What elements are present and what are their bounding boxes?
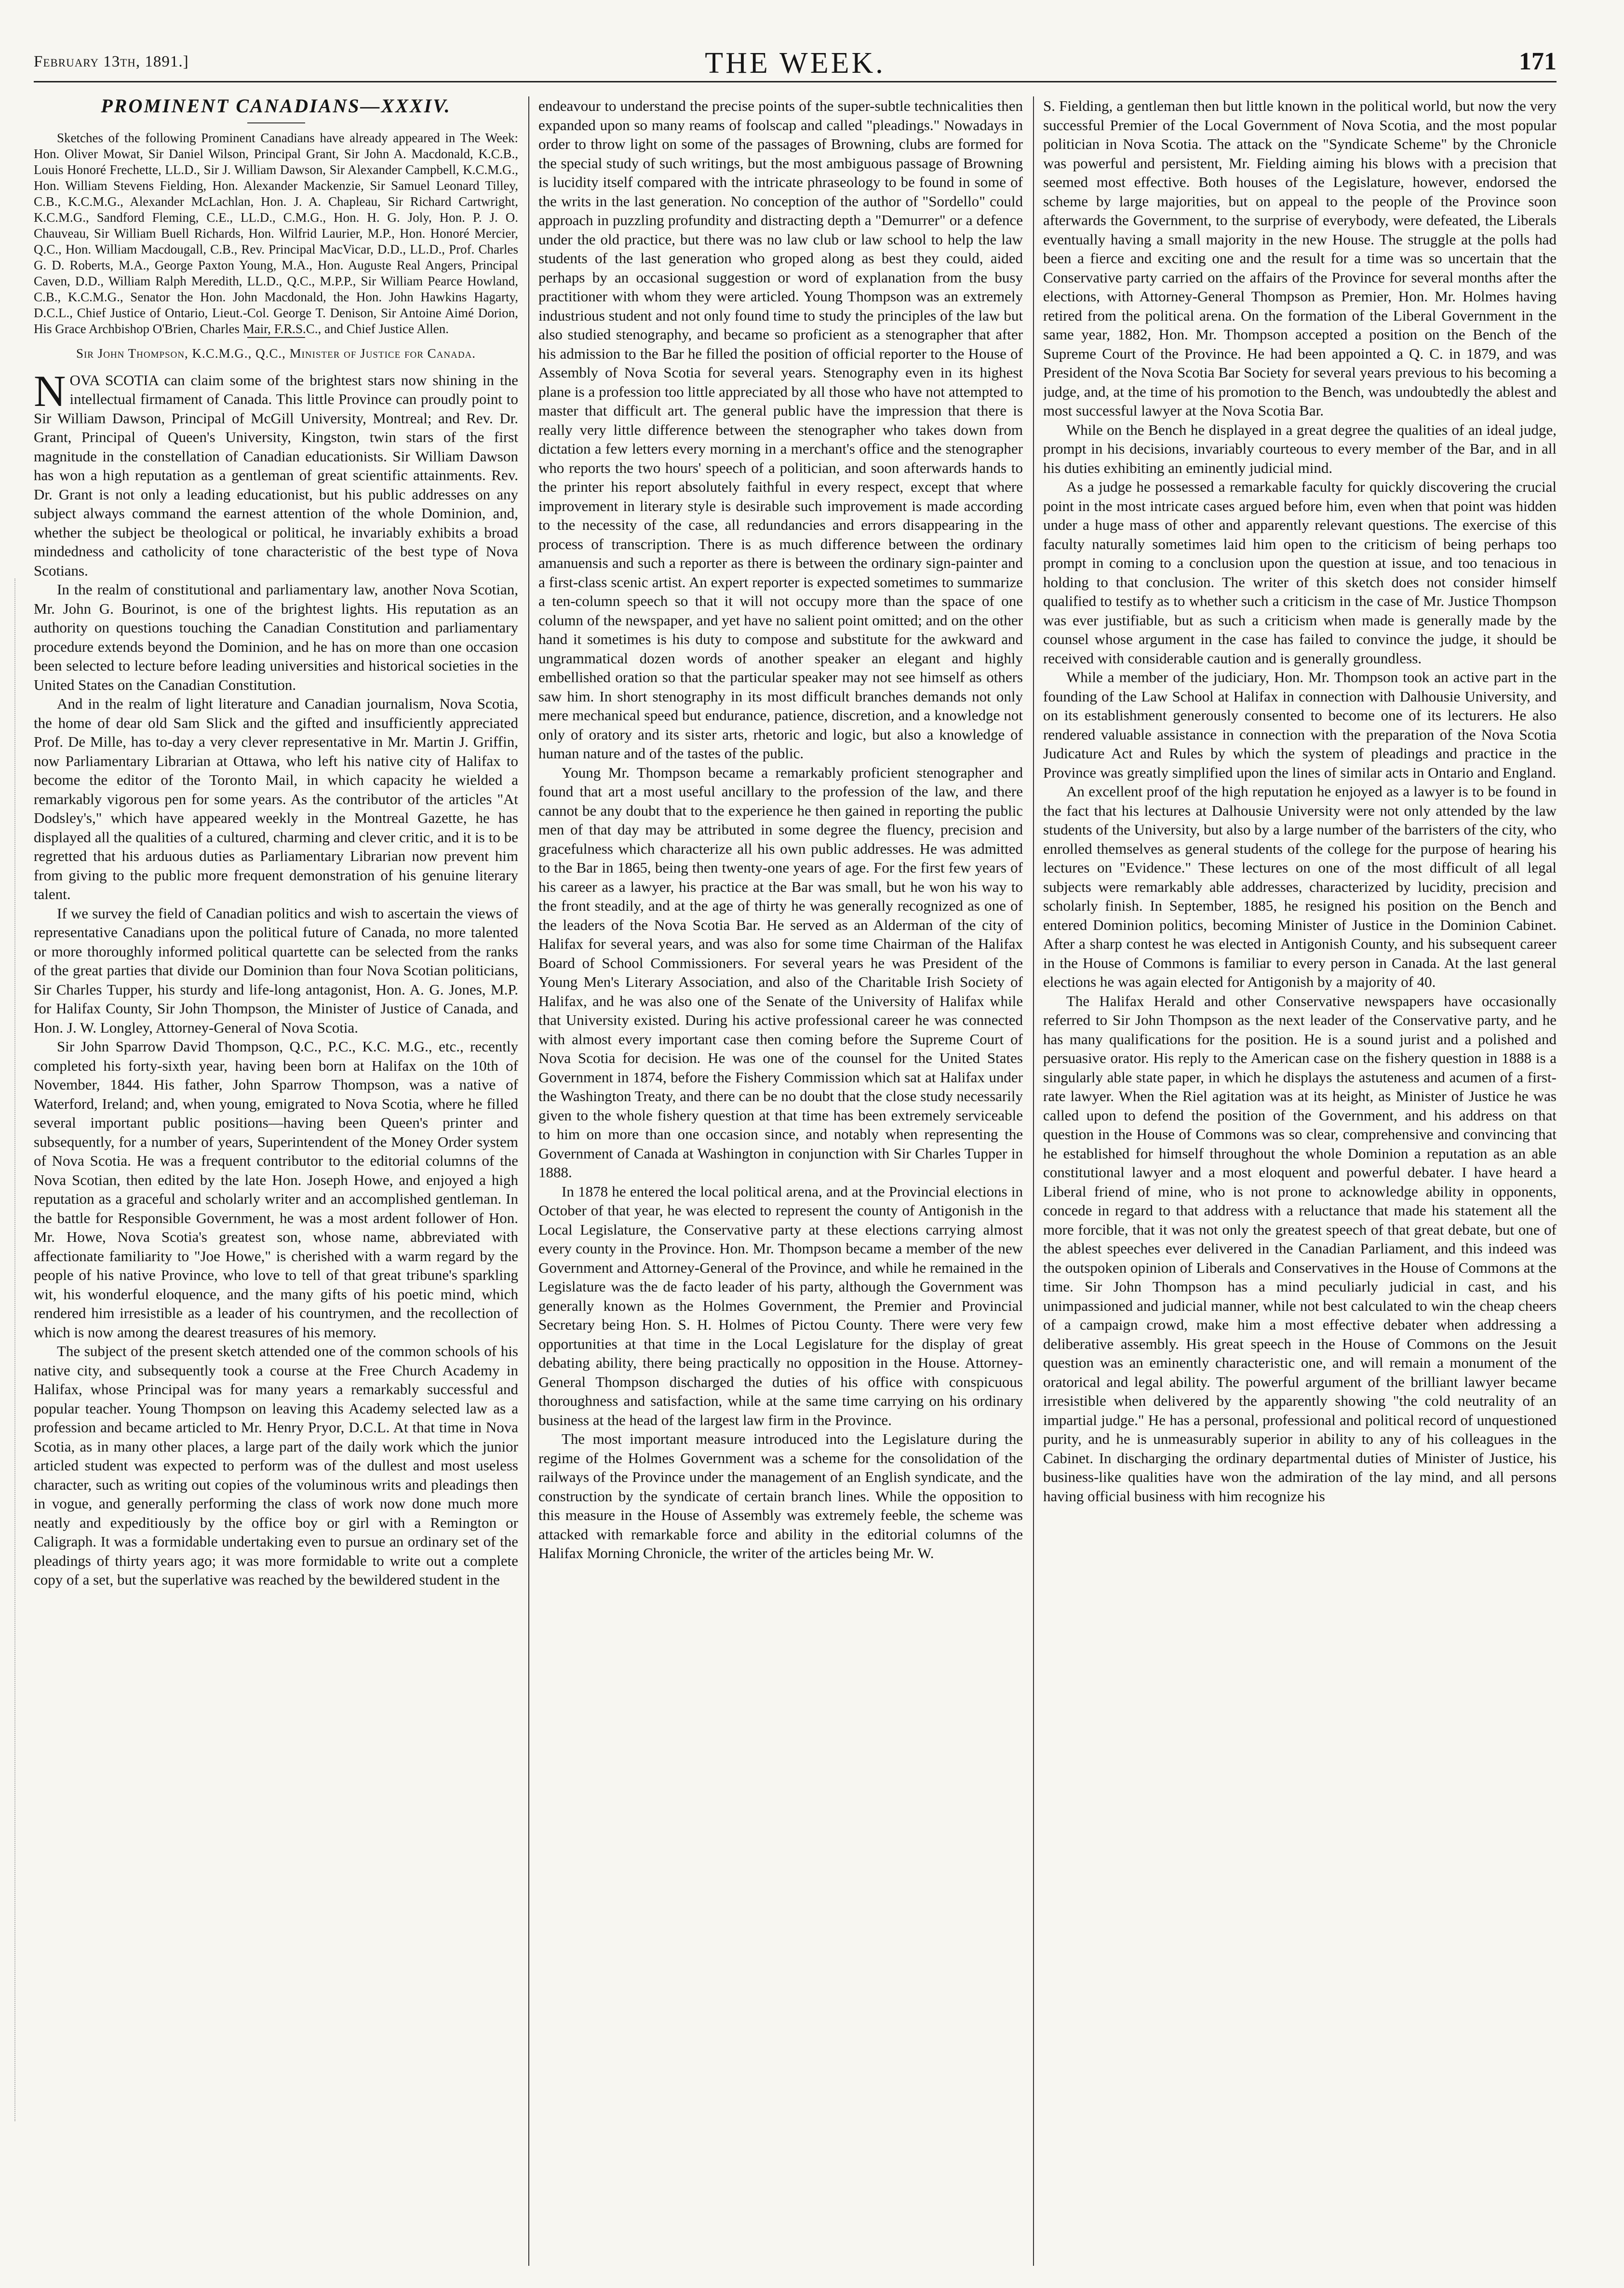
header-rule <box>34 81 1557 82</box>
paragraph: Young Mr. Thompson became a remarkably proficient stenographer and found that art a most useful ancillary to the profession of the law, and there cannot be any doubt that to the experience he then gained in reporting the public men of that day may be attributed in some degree the fluency, precision and gracefulness which characterize all his own public addresses. He was admitted to the Bar in 1865, being then twenty-one years of age. For the first few years of his career as a lawyer, his practice at the Bar was small, but he won his way to the front steadily, and at the age of thirty he was generally recognized as one of the leaders of the Nova Scotia Bar. He served as an Alderman of the city of Halifax for several years, and was also for some time Chairman of the Halifax Board of School Commissioners. For several years he was President of the Young Men's Literary Association, and also of the Charitable Irish Society of Halifax, and he was also one of the Senate of the University of Halifax while that University existed. During his active professional career he was connected with almost every important case then coming before the Supreme Court of Nova Scotia for decision. He was one of the counsel for the United States Government in 1874, before the Fishery Commission which sat at Halifax under the Washington Treaty, and there can be no doubt that the close study necessarily given to the whole fishery question at that time has been extremely serviceable to him on more than one occasion since, and notably when representing the Government of Canada at Washington in conjunction with Sir Charles Tupper in 1888. <box>538 764 1023 1181</box>
intro-rule <box>247 337 305 338</box>
paragraph: endeavour to understand the precise points of the super-subtle technicalities then expanded upon so many reams of foolscap and called "pleadings." Nowadays in order to throw light on some of the passages of Browning, clubs are formed for the special study of such writings, but the most ambiguous passage of Browning is lucidity itself compared with the intricate phraseology to be found in some of the writs in the last generation. No conception of the author of "Sordello" could approach in puzzling profundity and distracting depth a "Demurrer" or a defence under the old practice, but there was no law club or law school to help the law students of the last generation who groped along as best they could, aided perhaps by an occasional suggestion or word of explanation from the busy practitioner with whom they were articled. Young Thompson was an extremely industrious student and not only found time to study the principles of the law but also studied stenography, and became so proficient as a stenographer that after his admission to the Bar he filled the position of official reporter to the House of Assembly of Nova Scotia for several years. Stenography even in its highest plane is a profession too little appreciated by all those who have not attempted to master that difficult art. The general public have the impression that there is really very little difference between the stenographer who takes down from dictation a few letters every morning in a merchant's office and the stenographer who reports the two hours' speech of a politician, and soon afterwards hands to the printer his report absolutely faithful in every respect, except that where improvement in literary style is desirable such improvement is made according to the necessity of the case, all redundancies and errors disappearing in the process of transcription. There is as much difference between the ordinary amanuensis and such a reporter as there is between the ordinary sign-painter and a first-class scenic artist. An expert reporter is expected sometimes to summarize a ten-column speech so that it will not occupy more than the space of one column of the newspaper, and yet have no salient point omitted; and on the other hand it sometimes is his duty to compose and substitute for the awkward and ungrammatical dozen words of another speaker an elegant and highly embellished oration so that the particular speaker may not see himself as others saw him. In short stenography in its most difficult branches demands not only mere mechanical speed but endurance, patience, discretion, and a knowledge not only of oratory and its sister arts, rhetoric and logic, but also a knowledge of human nature and of the tastes of the public. <box>538 97 1023 762</box>
page-number: 171 <box>1519 48 1557 75</box>
series-title: PROMINENT CANADIANS—XXXIV. <box>101 96 451 117</box>
paragraph: In 1878 he entered the local political arena, and at the Provincial elections in October of that year, he was elected to represent the county of Antigonish in the Local Legislature, the Conservative party at these elections carrying almost every county in the Province. Hon. Mr. Thompson became a member of the new Government and Attorney-General of the Province, and while he remained in the Legislature was the de facto leader of his party, although the Government was generally known as the Holmes Government, the Premier and Provincial Secretary being Hon. S. H. Holmes of Pictou County. There were very few opportunities at that time in the Local Legislature for the display of great debating ability, there being practically no opposition in the House. Attorney-General Thompson discharged the duties of his office with conspicuous thoroughness and satisfaction, while at the same time carrying on his ordinary business at the head of the largest law firm in the Province. <box>538 1183 1023 1428</box>
journal-title: THE WEEK. <box>705 47 886 80</box>
paragraph: And in the realm of light literature and Canadian journalism, Nova Scotia, the home of dear old Sam Slick and the gifted and insufficiently appreciated Prof. De Mille, has to-day a very clever representative in Mr. Martin J. Griffin, now Parliamentary Librarian at Ottawa, who left his native city of Halifax to become the editor of the Toronto Mail, in which capacity he wielded a remarkably vigorous pen for some years. As the contributor of the articles "At Dodsley's," which have appeared weekly in the Montreal Gazette, he has displayed all the qualities of a cultured, charming and clever critic, and it is to be regretted that his arduous duties as Parliamentary Librarian now prevent him from giving to the public more frequent demonstration of his genuine literary talent. <box>34 695 518 902</box>
column-1 <box>34 96 518 2271</box>
paragraph: In the realm of constitutional and parliamentary law, another Nova Scotian, Mr. John G. Bourinot, is one of the brightest lights. His reputation as an authority on questions touching the Canadian Constitution and parliamentary procedure extends beyond the Dominion, and he has on more than one occasion been selected to lecture before leading universities and historical societies in the United States on the Canadian Constitution. <box>34 581 518 693</box>
column-separator <box>528 96 529 2266</box>
facing-page-bleed <box>0 579 15 2121</box>
page-header <box>34 43 1557 96</box>
paragraph: If we survey the field of Canadian politics and wish to ascertain the views of representative Canadians upon the political future of Canada, no more talented or more thoroughly informed political quartette can be selected from the ranks of the great parties that divide our Dominion than four Nova Scotian politicians, Sir Charles Tupper, his sturdy and life-long antagonist, Hon. A. G. Jones, M.P. for Halifax County, Sir John Thompson, the Minister of Justice of Canada, and Hon. J. W. Longley, Attorney-General of Nova Scotia. <box>34 904 518 1036</box>
series-intro: Sketches of the following Prominent Canadians have already appeared in The Week: Hon. Oliver Mowat, Sir Daniel Wilson, Principal Grant, Sir John A. Macdonald, K.C.B., Louis Honoré Frechette, LL.D., Sir J. William Dawson, Sir Alexander Campbell, K.C.M.G., Hon. William Stevens Fielding, Hon. Alexander Mackenzie, Sir Samuel Leonard Tilley, C.B., K.C.M.G., Alexander McLachlan, Hon. J. A. Chapleau, Sir Richard Cartwright, K.C.M.G., Sandford Fleming, C.E., LL.D., C.M.G., Hon. H. G. Joly, Hon. P. J. O. Chauveau, Sir William Buell Richards, Hon. Wilfrid Laurier, M.P., Hon. Honoré Mercier, Q.C., Hon. William Macdougall, C.B., Rev. Principal MacVicar, D.D., LL.D., Prof. Charles G. D. Roberts, M.A., George Paxton Young, M.A., Hon. Auguste Real Angers, Principal Caven, D.D., William Ralph Meredith, LL.D., Q.C., M.P.P., Sir William Pearce Howland, C.B., K.C.M.G., Senator the Hon. John Macdonald, the Hon. John Hawkins Hagarty, D.C.L., Chief Justice of Ontario, Lieut.-Col. George T. Denison, Sir Antoine Aimé Dorion, His Grace Archbishop O'Brien, Charles Mair, F.R.S.C., and Chief Justice Allen. <box>34 130 518 336</box>
opening-text: OVA SCOTIA can claim some of the brightest stars now shining in the intellectual firmament of Canada. This little Province can proudly point to Sir William Dawson, Principal of McGill University, Montreal; and Rev. Dr. Grant, Principal of Queen's University, Kingston, twin stars of the first magnitude in the constellation of Canadian educationists. Sir William Dawson has won a high reputation as a gentleman of great scientific attainments. Rev. Dr. Grant is not only a leading educationist, but his public addresses on any subject always command the earnest attention of the whole Dominion, and, whether the subject be theological or political, he invariably exhibits a broad mindedness and catholicity of tone characteristic of the best type of Nova Scotians. <box>34 371 518 579</box>
title-rule <box>247 122 305 123</box>
paragraph: The subject of the present sketch attended one of the common schools of his native city, and subsequently took a course at the Free Church Academy in Halifax, whose Principal was for many years a remarkably successful and popular teacher. Young Thompson on leaving this Academy selected law as a profession and became articled to Mr. Henry Pryor, D.C.L. At that time in Nova Scotia, as in many other places, a large part of the daily work which the junior articled student was expected to perform was of the dullest and most useless character, such as writing out copies of the voluminous writs and pleadings then in vogue, and generally performing the class of work now done much more neatly and expeditiously by the office boy or girl with a Remington or Caligraph. It was a formidable undertaking even to pursue an ordinary set of the pleadings of thirty years ago; it was more formidable to write out a complete copy of a set, but the superlative was reached by the bewildered student in the <box>34 1343 518 1588</box>
column-separator <box>1033 96 1034 2266</box>
paragraph: While a member of the judiciary, Hon. Mr. Thompson took an active part in the founding of the Law School at Halifax in connection with Dalhousie University, and on its establishment generously consented to become one of its lecturers. He also rendered valuable assistance in connection with the preparation of the Nova Scotia Judicature Act and Rules by which the system of pleadings and practice in the Province was greatly simplified upon the lines of similar acts in Ontario and England. <box>1043 669 1557 781</box>
article-subject: Sir John Thompson, K.C.M.G., Q.C., Minister of Justice for Canada. <box>76 346 476 361</box>
column-2 <box>538 96 1023 2271</box>
paragraph: The Halifax Herald and other Conservative newspapers have occasionally referred to Sir John Thompson as the next leader of the Conservative party, and he has many qualifications for the position. He is a sound jurist and a polished and persuasive orator. His reply to the American case on the fishery question in 1888 is a singularly able state paper, in which he displays the astuteness and acumen of a first-rate lawyer. When the Riel agitation was at its height, as Minister of Justice he was called upon to defend the position of the Government, and his address on that question in the House of Commons was so clear, comprehensive and convincing that he established for himself throughout the whole Dominion a reputation as an able constitutional lawyer and a most eloquent and powerful debater. I have heard a Liberal friend of mine, who is not prone to acknowledge ability in opponents, concede in regard to that address with a reluctance that made his statement all the more forcible, that it was not only the greatest speech of that great debate, but one of the ablest speeches ever delivered in the Canadian Parliament, and this indeed was the outspoken opinion of Liberals and Conservatives in the House of Commons at the time. Sir John Thompson has a mind peculiarly judicial in cast, and his unimpassioned and judicial manner, while not best calculated to win the cheap cheers of a campaign crowd, make him a most effective debater when addressing a deliberative assembly. His great speech in the House of Commons on the Jesuit question was an eminently characteristic one, and will remain a monument of the oratorical and legal ability. The powerful argument of the brilliant lawyer became irresistible when delivered by the apparently showing "the cold neutrality of an impartial judge." He has a personal, professional and political record of unquestioned purity, and he is unmeasurably superior in ability to any of his colleagues in the Cabinet. In discharging the ordinary departmental duties of Minister of Justice, his business-like qualities have won the admiration of the lay mind, and all persons having official business with him recognize his <box>1043 992 1557 1505</box>
paragraph: The most important measure introduced into the Legislature during the regime of the Holmes Government was a scheme for the consolidation of the railways of the Province under the management of an English syndicate, and the construction by the syndicate of certain branch lines. While the opposition to this measure in the House of Assembly was extremely feeble, the scheme was attacked with remarkable force and ability in the editorial columns of the Halifax Morning Chronicle, the writer of the articles being Mr. W. <box>538 1430 1023 1561</box>
column-3 <box>1043 96 1557 2271</box>
opening-paragraph <box>34 366 518 580</box>
paragraph: While on the Bench he displayed in a great degree the qualities of an ideal judge, prompt in his decisions, invariably courteous to every member of the Bar, and in all his duties exhibiting an eminently judicial mind. <box>1043 421 1557 476</box>
paragraph: S. Fielding, a gentleman then but little known in the political world, but now the very successful Premier of the Local Government of Nova Scotia, and the most popular politician in Nova Scotia. The attack on the "Syndicate Scheme" by the Chronicle was powerful and persistent, Mr. Fielding aiming his blows with a precision that seemed most effective. Both houses of the Legislature, however, endorsed the scheme by large majorities, but on appeal to the people of the Province soon afterwards the Government, to the surprise of everybody, were defeated, the Liberals eventually having a small majority in the new House. The struggle at the polls had been a fierce and exciting one and the result for a time was so uncertain that the Conservative party carried on the affairs of the Province for several months after the elections, with Attorney-General Thompson as Premier, Hon. Mr. Holmes having retired from the political arena. On the formation of the Liberal Government in the same year, 1882, Hon. Mr. Thompson accepted a position on the Bench of the Supreme Court of the Province. He had been appointed a Q. C. in 1879, and was President of the Nova Scotia Bar Society for several years previous to his becoming a judge, and, at the time of his promotion to the Bench, was undoubtedly the ablest and most successful lawyer at the Nova Scotia Bar. <box>1043 97 1557 419</box>
paragraph: An excellent proof of the high reputation he enjoyed as a lawyer is to be found in the fact that his lectures at Dalhousie University were not only attended by the law students of the University, but also by a large number of the barristers of the city, who enrolled themselves as general students of the college for the purpose of hearing his lectures on "Evidence." These lectures on one of the most difficult of all legal subjects were remarkably able addresses, characterized by lucidity, precision and scholarly finish. In September, 1885, he resigned his position on the Bench and entered Dominion politics, becoming Minister of Justice in the Dominion Cabinet. After a sharp contest he was elected in Antigonish County, and his subsequent career in the House of Commons is familiar to every person in Canada. At the last general elections he was again elected for Antigonish by a majority of 40. <box>1043 783 1557 990</box>
paragraph: Sir John Sparrow David Thompson, Q.C., P.C., K.C. M.G., etc., recently completed his forty-sixth year, having been born at Halifax on the 10th of November, 1844. His father, John Sparrow Thompson, was a native of Waterford, Ireland; and, when young, emigrated to Nova Scotia, where he filled several important public positions—having been Queen's printer and subsequently, for a number of years, Superintendent of the Money Order system of Nova Scotia. He was a frequent contributor to the editorial columns of the Nova Scotian, then edited by the late Hon. Joseph Howe, and enjoyed a high reputation as a graceful and scholarly writer and an accomplished gentleman. In the battle for Responsible Government, he was a most ardent follower of Hon. Mr. Howe, Nova Scotia's greatest son, whose name, abbreviated with affectionate familiarity to "Joe Howe," is cherished with a warm regard by the people of his native Province, who love to tell of that great tribune's sparkling wit, his wonderful eloquence, and the many gifts of his poetic mind, which rendered him irresistible as a leader of his countrymen, and the recollection of which is now among the dearest treasures of his memory. <box>34 1038 518 1341</box>
paragraph: As a judge he possessed a remarkable faculty for quickly discovering the crucial point in the most intricate cases argued before him, even when that point was hidden under a huge mass of other and apparently relevant questions. The exercise of this faculty naturally sometimes laid him open to the criticism of being perhaps too prompt in coming to a conclusion upon the question at issue, and too tenacious in holding to that conclusion. The writer of this sketch does not consider himself qualified to testify as to whether such a criticism in the case of Mr. Justice Thompson was ever justifiable, but as such a criticism when made is generally made by the counsel whose argument in the case has failed to convince the judge, it should be received with considerable caution and is generally groundless. <box>1043 478 1557 667</box>
issue-date: February 13th, 1891.] <box>34 53 189 70</box>
drop-cap: N <box>34 366 66 416</box>
